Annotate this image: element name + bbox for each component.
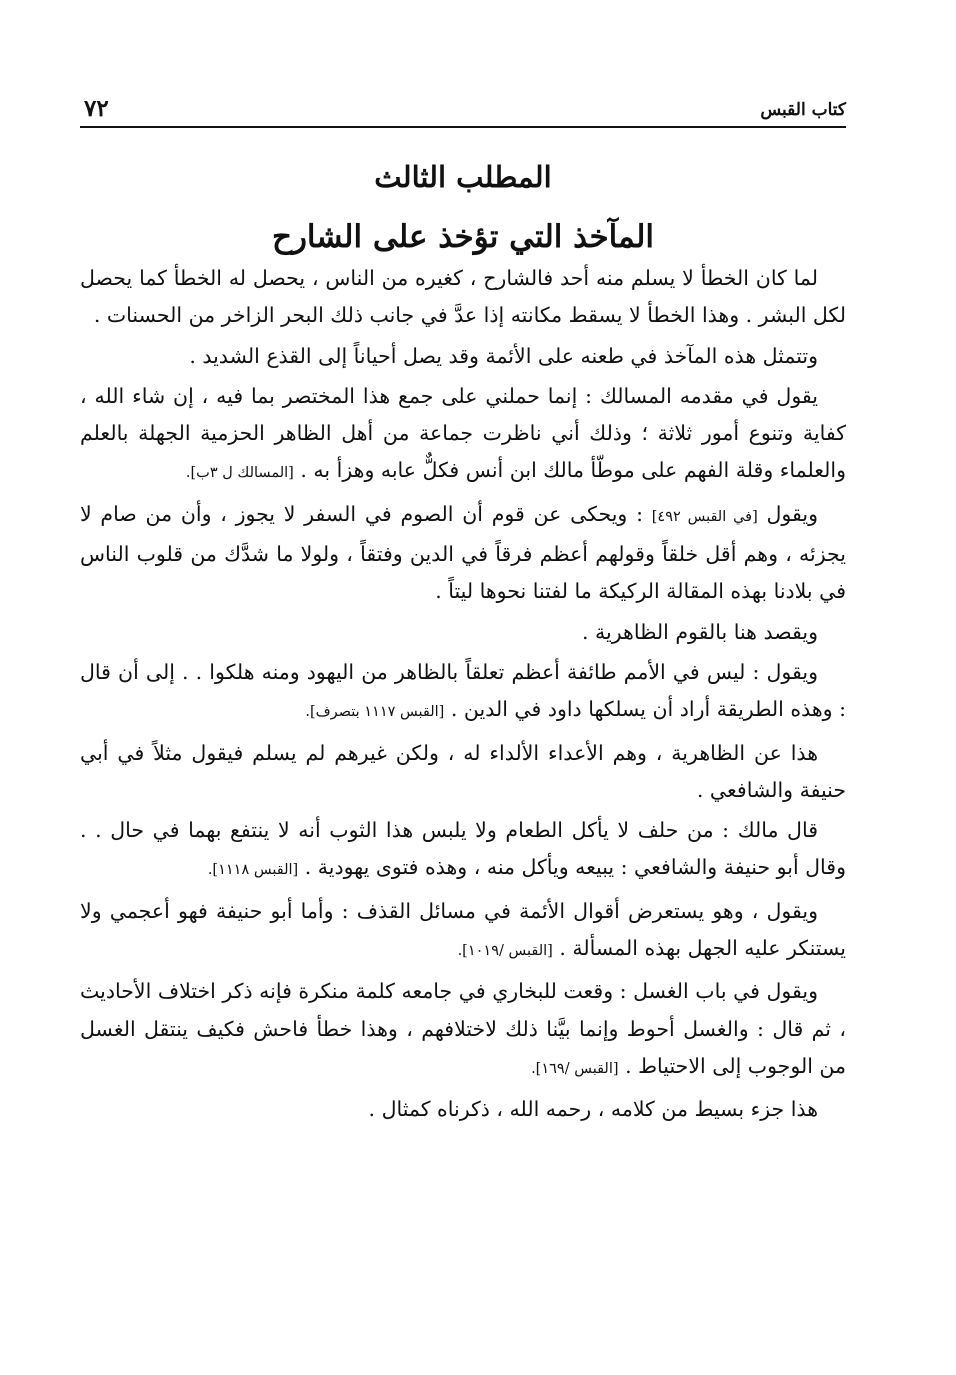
section-title: المطلب الثالث	[374, 160, 552, 194]
paragraph-6-text: ويقول : ليس في الأمم طائفة أعظم تعلقاً بالظاهر من اليهود ومنه هلكوا . . إلى أن قال : وهذه الطريقة أراد أن يسلكها داود في الدين .	[80, 659, 846, 722]
paragraph-1: لما كان الخطأ لا يسلم منه أحد فالشارح ، كغيره من الناس ، يحصل له الخطأ كما يحصل لكل البشر . وهذا الخطأ لا يسقط مكانته إذا عدَّ في جانب ذلك البحر الزاخر من الحسنات .	[80, 266, 846, 328]
paragraph-9	[80, 893, 846, 971]
paragraph-5: ويقصد هنا بالقوم الظاهرية .	[581, 619, 818, 644]
paragraph-3	[80, 378, 846, 493]
body-text	[80, 260, 846, 1132]
paragraph-4	[80, 496, 846, 611]
paragraph-8	[80, 812, 846, 890]
book-title: كتاب القبس	[760, 100, 846, 120]
paragraph-11: هذا جزء بسيط من كلامه ، رحمه الله ، ذكرناه كمثال .	[368, 1097, 818, 1122]
page-number: ٧٢	[84, 95, 109, 122]
citation: [القبس ١١١٧ بتصرف].	[305, 704, 445, 721]
paragraph-8-text: قال مالك : من حلف لا يأكل الطعام ولا يلبس هذا الثوب أنه لا ينتفع بهما في حال . . وقال أبو حنيفة والشافعي : يبيعه ويأكل منه ، وهذه فتوى يهودية .	[80, 818, 846, 880]
paragraph-9-text: ويقول ، وهو يستعرض أقوال الأئمة في مسائل القذف : وأما أبو حنيفة فهو أعجمي ولا يستنكر عليه الجهل بهذه المسألة .	[80, 898, 846, 961]
citation: [القبس ١١١٨].	[207, 862, 299, 879]
paragraph-4-text: : ويحكى عن قوم أن الصوم في السفر لا يجوز ، وأن من صام لا يجزئه ، وهم أقل خلقاً وقولهم أعظم فرقاً في الدين وفتقاً ، ولولا ما شدَّك من قلوب الناس في بلادنا بهذه المقالة الركيكة ما لفتنا نحوها ليتاً .	[80, 501, 846, 604]
citation: [في القبس ٤٩٢]	[651, 508, 758, 525]
paragraph-3-text: يقول في مقدمه المسالك : إنما حملني على جمع هذا المختصر بما فيه ، إن شاء الله ، كفاية وتنوع أمور ثلاثة ؛ وذلك أني ناظرت جماعة من أهل الظاهر الحزمية الجهلة بالعلم والعلماء وقلة الفهم على موطّأ مالك ابن أنس فكلٌّ عابه وهزأ به .	[80, 383, 846, 483]
section-subtitle: المآخذ التي تؤخذ على الشارح	[271, 219, 655, 255]
paragraph-7: هذا عن الظاهرية ، وهم الأعداء الألداء له ، ولكن غيرهم لم يسلم فيقول مثلاً في أبي حنيفة والشافعي .	[80, 740, 846, 802]
paragraph-6	[80, 654, 846, 732]
paragraph-2: وتتمثل هذه المآخذ في طعنه على الأئمة وقد يصل أحياناً إلى القذع الشديد .	[189, 343, 818, 368]
citation: [القبس /١٦٩].	[531, 1060, 619, 1077]
citation: [القبس /١٠١٩].	[457, 943, 553, 960]
running-header	[80, 92, 846, 128]
paragraph-10-text: ويقول في باب الغسل : وقعت للبخاري في جامعه كلمة منكرة فإنه ذكر اختلاف الأحاديث ، ثم قال : والغسل أحوط وإنما بيَّنا ذلك لاختلافهم ، وهذا خطأ فاحش فكيف ينتقل الغسل من الوجوب إلى الاحتياط .	[80, 979, 846, 1078]
citation: [المسالك ل ٣ب].	[185, 465, 294, 482]
section-headings	[80, 148, 846, 266]
paragraph-10	[80, 973, 846, 1088]
paragraph-4-lead: ويقول	[766, 501, 818, 526]
